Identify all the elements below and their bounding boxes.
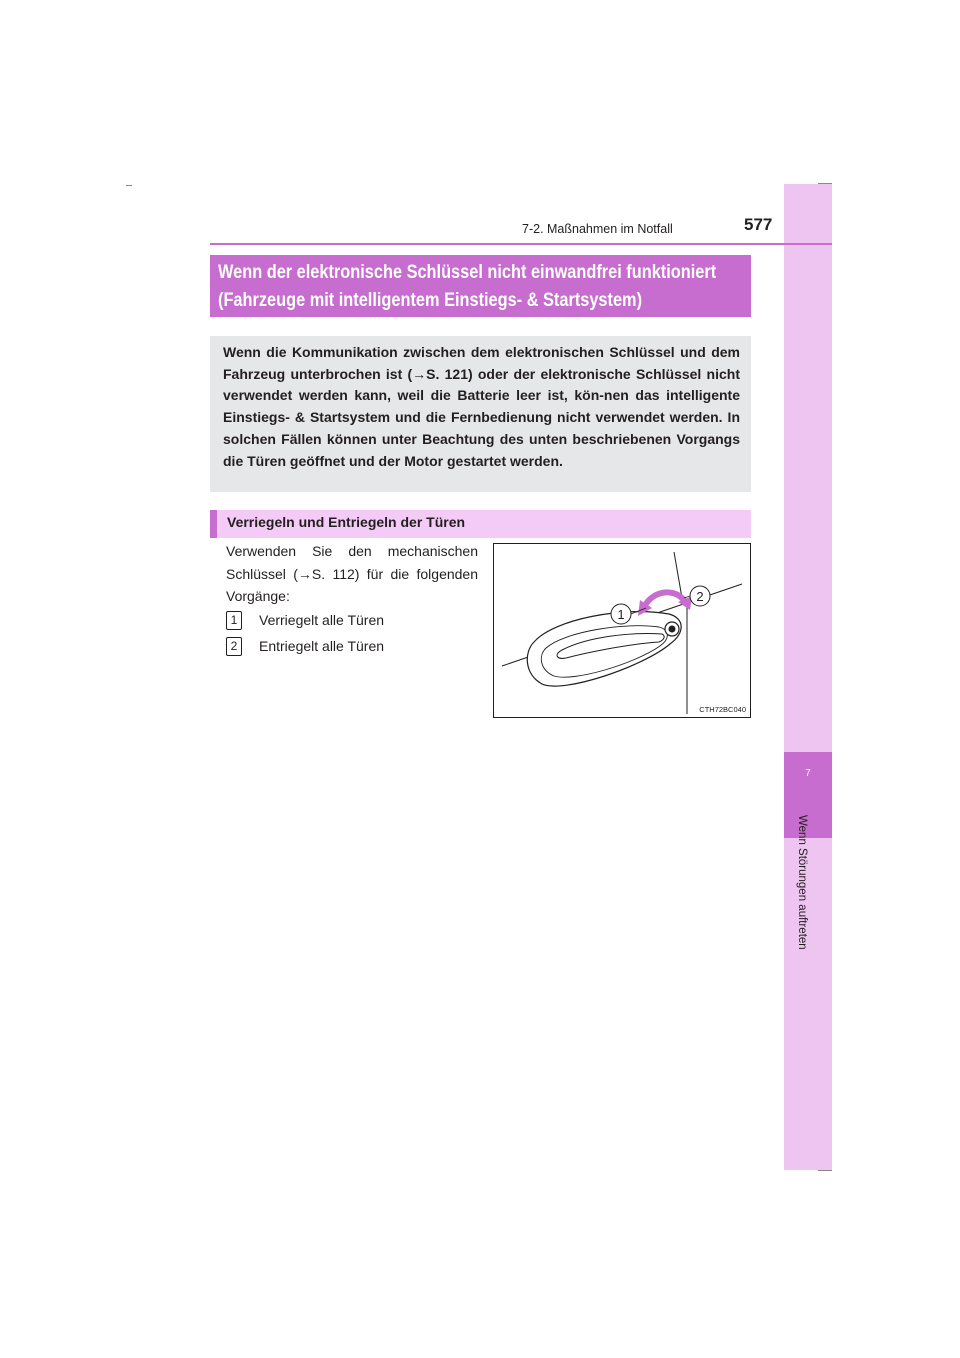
section-heading: Verriegeln und Entriegeln der Türen: [210, 510, 751, 538]
title-banner: [210, 255, 751, 317]
key-slot: [669, 626, 676, 633]
intro-box: Wenn die Kommunikation zwischen dem elektronischen Schlüssel und dem Fahrzeug unterbrochen ist (→S. 121) oder der elektronische Schlüssel nicht verwendet werden kann, weil die Batterie leer ist, kön-nen das intelligente Einstiegs- & Startsystem und die Fernbedienung nicht verwendet werden. In solchen Fällen können unter Beachtung des unten beschriebenen Vorgangs die Türen geöffnet und der Motor gestartet werden.: [210, 336, 751, 492]
step-number-badge: 1: [226, 611, 242, 630]
figure-code: CTH72BC040: [699, 705, 746, 714]
step-text: Verriegelt alle Türen: [259, 612, 385, 628]
section-body-text: Verwenden Sie den mechanischen Schlüssel (→S. 112) für die folgenden Vorgänge:: [226, 543, 478, 604]
callout-label-2: 2: [696, 589, 704, 604]
chapter-title: Wenn Störungen auftreten: [796, 815, 808, 950]
step-item: [226, 607, 384, 633]
chapter-side-tab: [784, 184, 832, 1170]
step-text: Entriegelt alle Türen: [259, 638, 385, 654]
step-number-badge: 2: [226, 637, 242, 656]
chapter-number: 7: [805, 768, 811, 779]
callout-label-1: 1: [617, 607, 625, 622]
header-section-title: 7-2. Maßnahmen im Notfall: [522, 222, 673, 236]
title-line-2: (Fahrzeuge mit intelligentem Einstiegs- & Startsystem): [218, 290, 643, 311]
crop-mark: [126, 185, 132, 186]
chapter-tab-marker: [784, 752, 832, 838]
title-line-1: Wenn der elektronische Schlüssel nicht einwandfrei funktioniert: [218, 262, 717, 283]
header-rule: [210, 243, 832, 245]
crop-mark: [818, 1170, 832, 1171]
step-item: [226, 633, 384, 659]
door-handle-drawing: [494, 544, 752, 719]
step-list: [226, 607, 384, 659]
door-handle-illustration: [493, 543, 751, 718]
page-number: 577: [744, 215, 773, 234]
